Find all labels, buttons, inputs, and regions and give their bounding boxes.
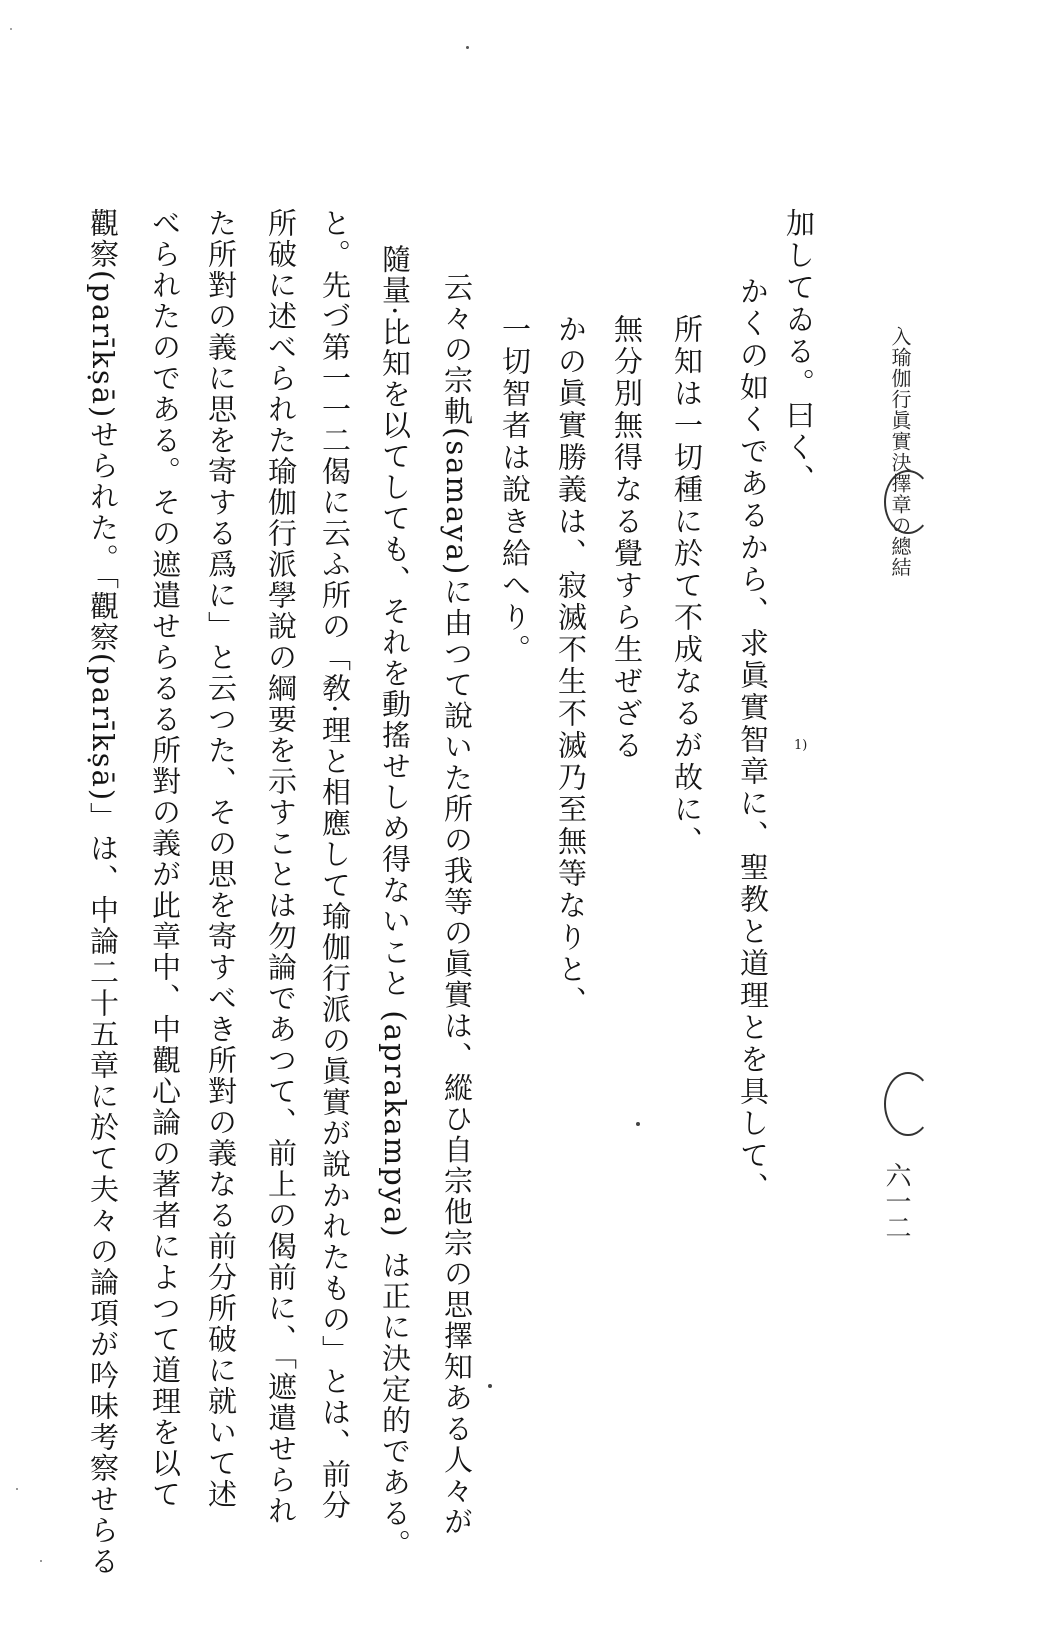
text-column-2: かくの如くであるから、求眞實智章に、聖教と道理とを具して、 — [736, 276, 770, 1204]
text-column-10: 所破に述べられた瑜伽行派學說の綱要を示すことは勿論であつて、前上の偈前に、「遮遣せられ — [264, 208, 298, 1527]
text-column-11: た所對の義に思を寄する爲に」と云つた、その思を寄すべき所對の義なる前分所破に就いて述 — [204, 208, 238, 1510]
scan-speck — [466, 46, 469, 49]
text-column-7: 云々の宗軌(samaya)に由つて說いた所の我等の眞實は、縱ひ自宗他宗の思擇知ある人々が — [440, 272, 474, 1538]
text-column-12: べられたのである。その遮遣せらるる所對の義が此章中、中觀心論の著者によつて道理を以て — [148, 208, 182, 1510]
text-column-8: 隨量·比知を以てしても、それを動搖せしめ得ないこと (aprakampya) は正に決定的である。 — [378, 244, 412, 1560]
text-column-9: と。先づ第一一二偈に云ふ所の「敎·理と相應して瑜伽行派の眞實が說かれたもの」とは、前分 — [318, 208, 352, 1522]
punch-hole-ring-top — [884, 470, 932, 534]
scan-speck — [16, 1488, 18, 1490]
scan-speck — [40, 1560, 42, 1562]
scan-speck — [10, 28, 12, 30]
text-column-6: 一切智者は說き給へり。 — [498, 314, 532, 666]
text-column-4: 無分別無得なる覺すら生ぜざる — [610, 314, 644, 762]
text-column-13: 觀察(parīkṣā)せられた。「觀察(parīkṣā)」は、中論二十五章に於て夫々の論項が吟味考察せらる — [86, 208, 120, 1578]
scan-speck — [636, 1122, 640, 1126]
footnote-marker: 1) — [794, 738, 808, 753]
text-column-3: 所知は一切種に於て不成なるが故に、 — [670, 314, 704, 858]
text-column-1: 加してゐる。曰く、 — [782, 208, 816, 496]
page-number: 六一二 — [881, 1162, 911, 1240]
scan-speck — [488, 1384, 492, 1388]
punch-hole-ring-bottom — [884, 1072, 932, 1136]
text-column-5: かの眞實勝義は、寂滅不生不滅乃至無等なりと、 — [554, 314, 588, 1018]
running-head: 入瑜伽行眞實決擇章の總結 — [888, 326, 912, 578]
